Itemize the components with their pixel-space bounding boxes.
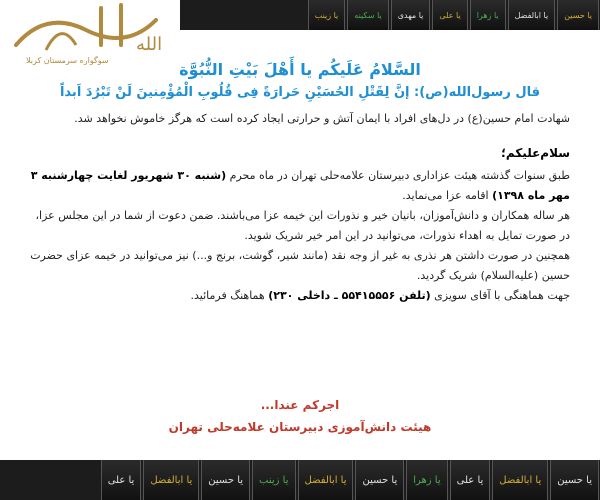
banner-tile: یا زینب: [252, 460, 295, 500]
banner-tile: یا زینب: [308, 0, 346, 30]
paragraph-contact: [30, 286, 570, 306]
banner-tile: یا زهرا: [470, 0, 506, 30]
banner-tile: یا ابالفضل: [143, 460, 199, 500]
lead-sentence: شهادت امام حسین(ع) در دل‌های افراد با ایمان آتش و حرارتی ایجاد کرده است که هرگز خاموش نخواهد شد.: [74, 112, 570, 125]
calligraphy-icon: [6, 0, 166, 60]
banner-tile: یا مهدی: [391, 0, 431, 30]
salutation: سلام‌علیکم؛: [501, 146, 570, 160]
banner-tile: یا ابالفضل: [508, 0, 556, 30]
logo-subtitle: سوگواره سرمستان کربلا: [26, 56, 109, 65]
banner-tile: یا حسین: [550, 460, 599, 500]
paragraph-schedule: [30, 166, 570, 206]
paragraph-donors: هر ساله همکاران و دانش‌آموزان، بانیان خیر و نذورات این خیمه عزا می‌باشند. ضمن دعوت از شما در این مجلس عزا، در صورت تمایل به اهداء نذورات، می‌توانید در این امر خیر شریک شوید.: [35, 209, 570, 242]
letter-content: [30, 60, 570, 306]
top-calligraphy-banner: [180, 0, 600, 30]
contact-phone: (تلفن ۵۵۴۱۵۵۵۶ ـ داخلی ۲۳۰): [268, 289, 431, 302]
logo-text: الله: [136, 34, 163, 55]
banner-tile: یا ابالفضل: [298, 460, 354, 500]
paragraph-vows: همچنین در صورت داشتن هر نذری به غیر از وجه نقد (مانند شیر، گوشت، برنج و...) نیز می‌توانید در خیمه عزای حضرت حسین (علیه‌السلام) شریک گردید.: [30, 249, 570, 282]
banner-tile: یا حسین: [201, 460, 250, 500]
bottom-calligraphy-banner: [0, 460, 600, 500]
prophet-quote: قال رسول‌الله(ص): إنَّ لِقَتْلِ الحُسَیْنِ حَرارَةً فِی قُلُوبِ الْمُؤْمِنینَ لَنْ تَبْرُدَ اَبداً: [59, 85, 541, 100]
contact-text-end: هماهنگ فرمائید.: [190, 289, 269, 302]
schedule-dates: (شنبه ۳۰ شهریور لغایت چهارشنبه ۳ مهر ماه ۱۳۹۸): [30, 169, 570, 202]
banner-tile: یا علی: [432, 0, 467, 30]
banner-tile: یا حسین: [557, 0, 599, 30]
banner-tile: یا حسین: [355, 460, 404, 500]
banner-tile: یا ابالفضل: [492, 460, 548, 500]
schedule-text: طبق سنوات گذشته هیئت عزاداری دبیرستان علامه‌حلی تهران در ماه محرم: [226, 169, 570, 182]
schedule-text-end: اقامه عزا می‌نماید.: [402, 189, 493, 202]
banner-tile: یا سکینه: [347, 0, 388, 30]
contact-text: جهت هماهنگی با آقای سویزی: [430, 289, 570, 302]
arabic-greeting: السَّلامُ عَلَیکُم یا أَهْلَ بَیْتِ النُّبُوَّة: [179, 60, 421, 79]
signature-line-2: هیئت دانش‌آموزی دبیرستان علامه‌حلی تهران: [168, 420, 432, 434]
signature-line-1: اجرکم عندا...: [260, 398, 340, 412]
signature-block: [0, 398, 600, 434]
banner-tile: یا علی: [101, 460, 142, 500]
banner-tile: یا علی: [450, 460, 491, 500]
banner-tile: یا زهرا: [406, 460, 447, 500]
